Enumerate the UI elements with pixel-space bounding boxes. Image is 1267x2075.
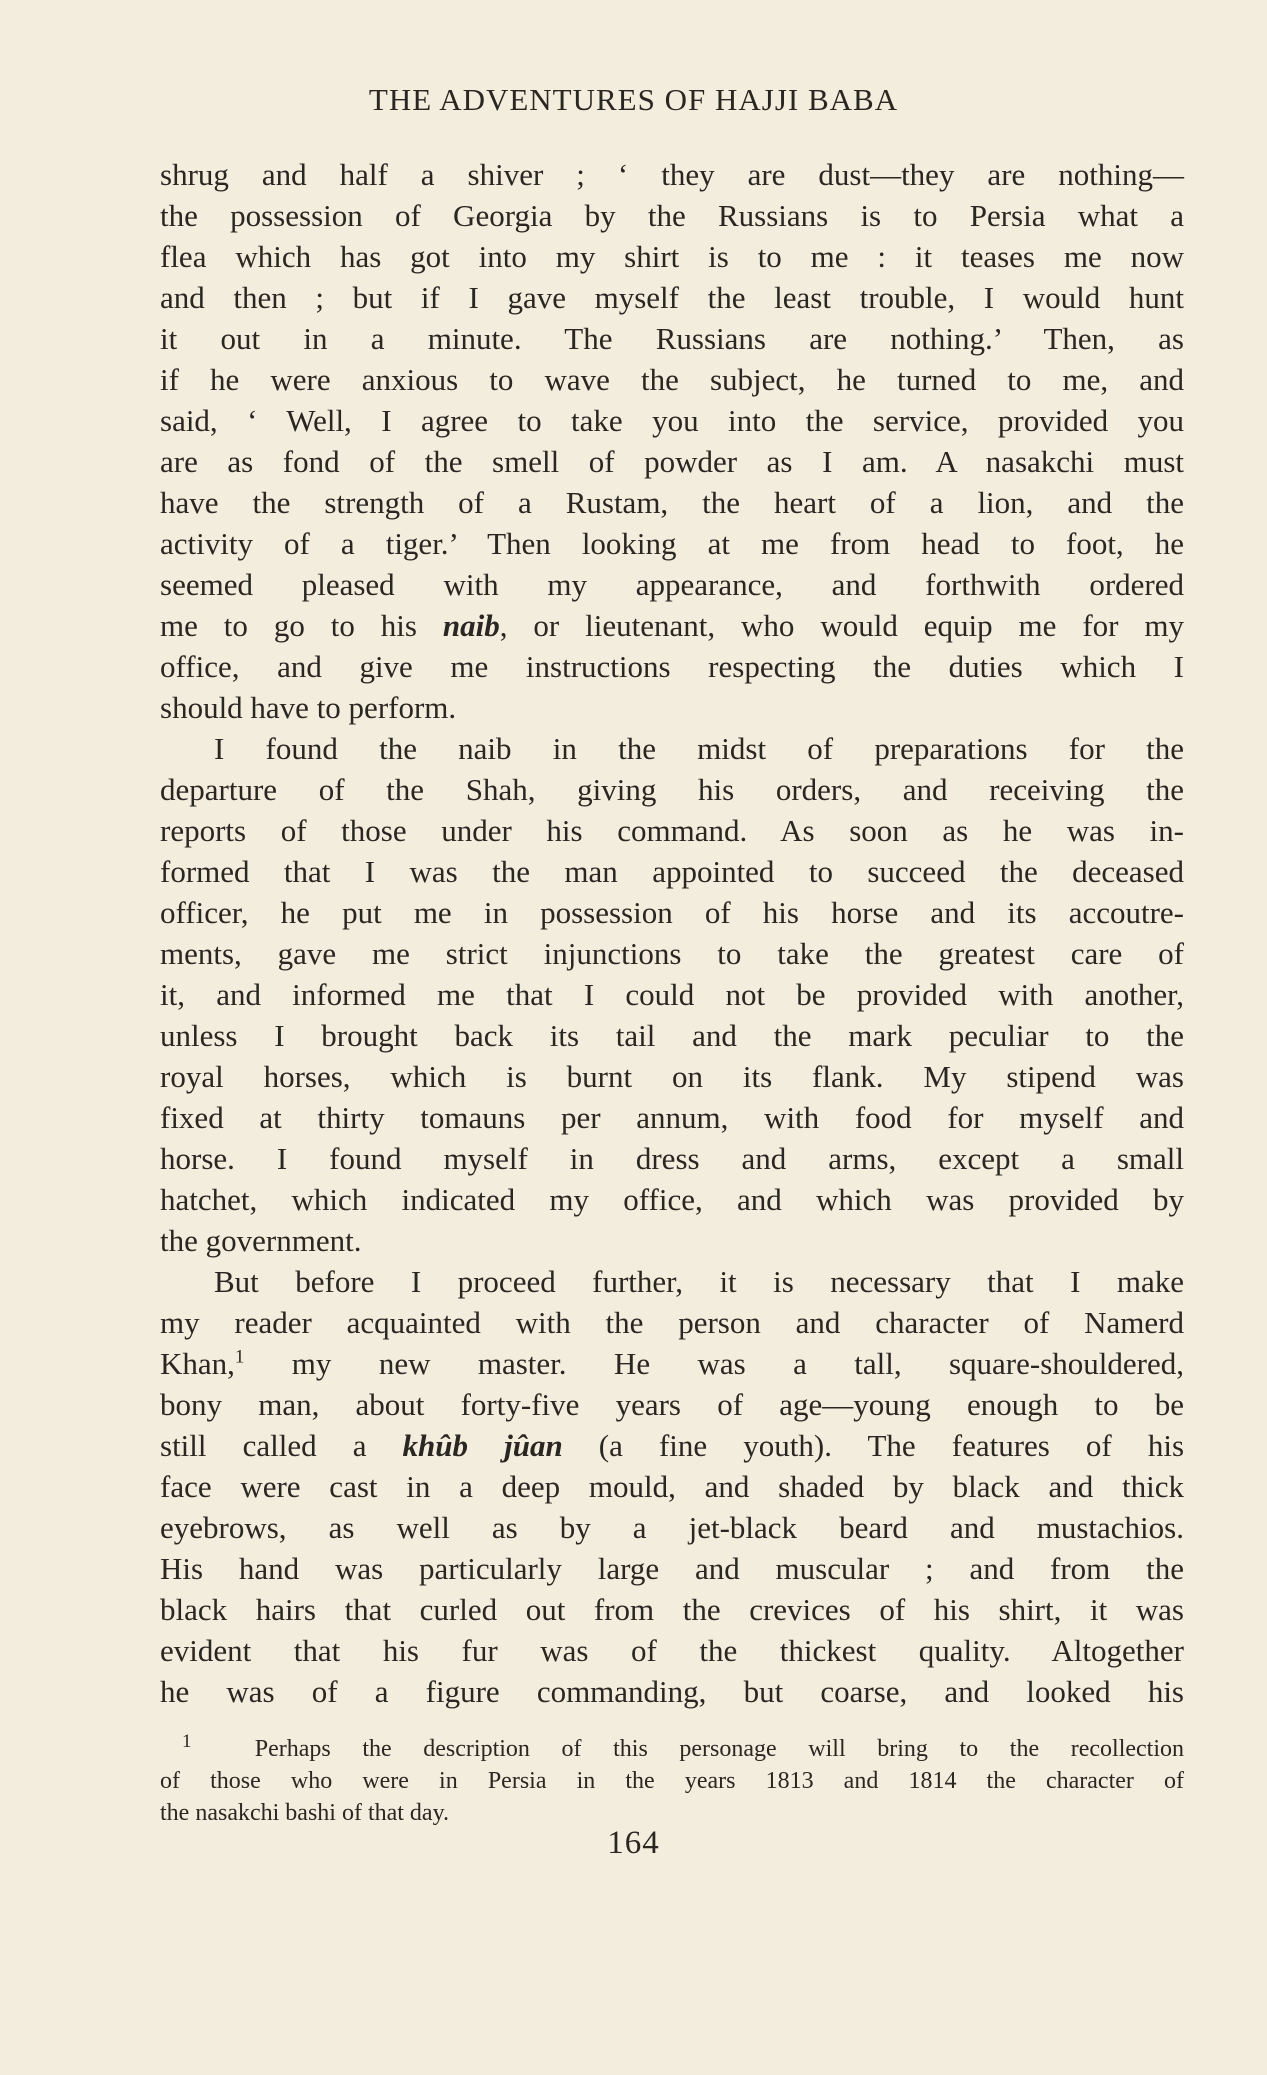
text-line: said, ‘ Well, I agree to take you into the service, provided you: [160, 403, 1184, 438]
text-line: [160, 605, 1184, 646]
footnote-line: [160, 1733, 1184, 1765]
text-line: black hairs that curled out from the crevices of his shirt, it was: [160, 1592, 1184, 1627]
footnote-mark: 1: [182, 1731, 192, 1752]
footnote: [160, 1733, 1184, 1829]
text-run: still called a: [160, 1428, 403, 1463]
text-line: eyebrows, as well as by a jet-black beard and mustachios.: [160, 1510, 1184, 1545]
text-line: hatchet, which indicated my office, and which was provided by: [160, 1182, 1184, 1217]
paragraph-3: [160, 1261, 1184, 1712]
text-run: , or lieutenant, who would equip me for my: [499, 608, 1184, 643]
text-line: fixed at thirty tomauns per annum, with food for myself and: [160, 1100, 1184, 1135]
text-line: office, and give me instructions respecting the duties which I: [160, 649, 1184, 684]
text-line: His hand was particularly large and muscular ; and from the: [160, 1551, 1184, 1586]
footnote-line: of those who were in Persia in the years 1813 and 1814 the character of: [160, 1768, 1184, 1794]
text-line: seemed pleased with my appearance, and forthwith ordered: [160, 567, 1184, 602]
text-line: if he were anxious to wave the subject, he turned to me, and: [160, 362, 1184, 397]
footnote-line: the nasakchi bashi of that day.: [160, 1800, 450, 1826]
paragraph-2: [160, 728, 1184, 1261]
text-line: horse. I found myself in dress and arms, except a small: [160, 1141, 1184, 1176]
text-line: face were cast in a deep mould, and shaded by black and thick: [160, 1469, 1184, 1504]
footnote-reference: 1: [234, 1346, 245, 1368]
text-line: royal horses, which is burnt on its flank. My stipend was: [160, 1059, 1184, 1094]
text-line: reports of those under his command. As soon as he was in-: [160, 813, 1184, 848]
text-line: he was of a figure commanding, but coarse, and looked his: [160, 1674, 1184, 1709]
italic-term: naib: [442, 608, 500, 643]
text-line: it, and informed me that I could not be provided with another,: [160, 977, 1184, 1012]
text-line: are as fond of the smell of powder as I am. A nasakchi must: [160, 444, 1184, 479]
text-line: flea which has got into my shirt is to me : it teases me now: [160, 239, 1184, 274]
body-text: [160, 154, 1184, 1712]
text-line: evident that his fur was of the thickest quality. Altogether: [160, 1633, 1184, 1668]
text-line: bony man, about forty-five years of age—young enough to be: [160, 1387, 1184, 1422]
text-run: my new master. He was a tall, square-shouldered,: [244, 1346, 1184, 1381]
text-line: the government.: [160, 1223, 362, 1258]
text-line: I found the naib in the midst of preparations for the: [214, 731, 1184, 766]
text-line: activity of a tiger.’ Then looking at me from head to foot, he: [160, 526, 1184, 561]
text-line: officer, he put me in possession of his horse and its accoutre-: [160, 895, 1184, 930]
text-line: should have to perform.: [160, 690, 457, 725]
text-line: ments, gave me strict injunctions to take the greatest care of: [160, 936, 1184, 971]
text-run: Khan,: [160, 1346, 235, 1381]
text-line: shrug and half a shiver ; ‘ they are dust—they are nothing—: [160, 157, 1184, 192]
text-line: and then ; but if I gave myself the least trouble, I would hunt: [160, 280, 1184, 315]
text-line: have the strength of a Rustam, the heart of a lion, and the: [160, 485, 1184, 520]
text-line: it out in a minute. The Russians are nothing.’ Then, as: [160, 321, 1184, 356]
paragraph-1: [160, 154, 1184, 728]
text-line: But before I proceed further, it is necessary that I make: [214, 1264, 1184, 1299]
text-line: formed that I was the man appointed to succeed the deceased: [160, 854, 1184, 889]
text-line: unless I brought back its tail and the mark peculiar to the: [160, 1018, 1184, 1053]
text-line: [160, 1425, 1184, 1466]
page-number: 164: [607, 1825, 660, 1861]
running-head: THE ADVENTURES OF HAJJI BABA: [368, 82, 899, 117]
footnote-text: Perhaps the description of this personage will bring to the recollection: [254, 1736, 1185, 1762]
text-run: me to go to his: [160, 608, 443, 643]
text-line: the possession of Georgia by the Russians is to Persia what a: [160, 198, 1184, 233]
italic-term: khûb jûan: [402, 1428, 563, 1463]
text-line: departure of the Shah, giving his orders, and receiving the: [160, 772, 1184, 807]
text-line: [160, 1343, 1184, 1384]
text-run: (a fine youth). The features of his: [562, 1428, 1185, 1463]
text-line: my reader acquainted with the person and character of Namerd: [160, 1305, 1184, 1340]
